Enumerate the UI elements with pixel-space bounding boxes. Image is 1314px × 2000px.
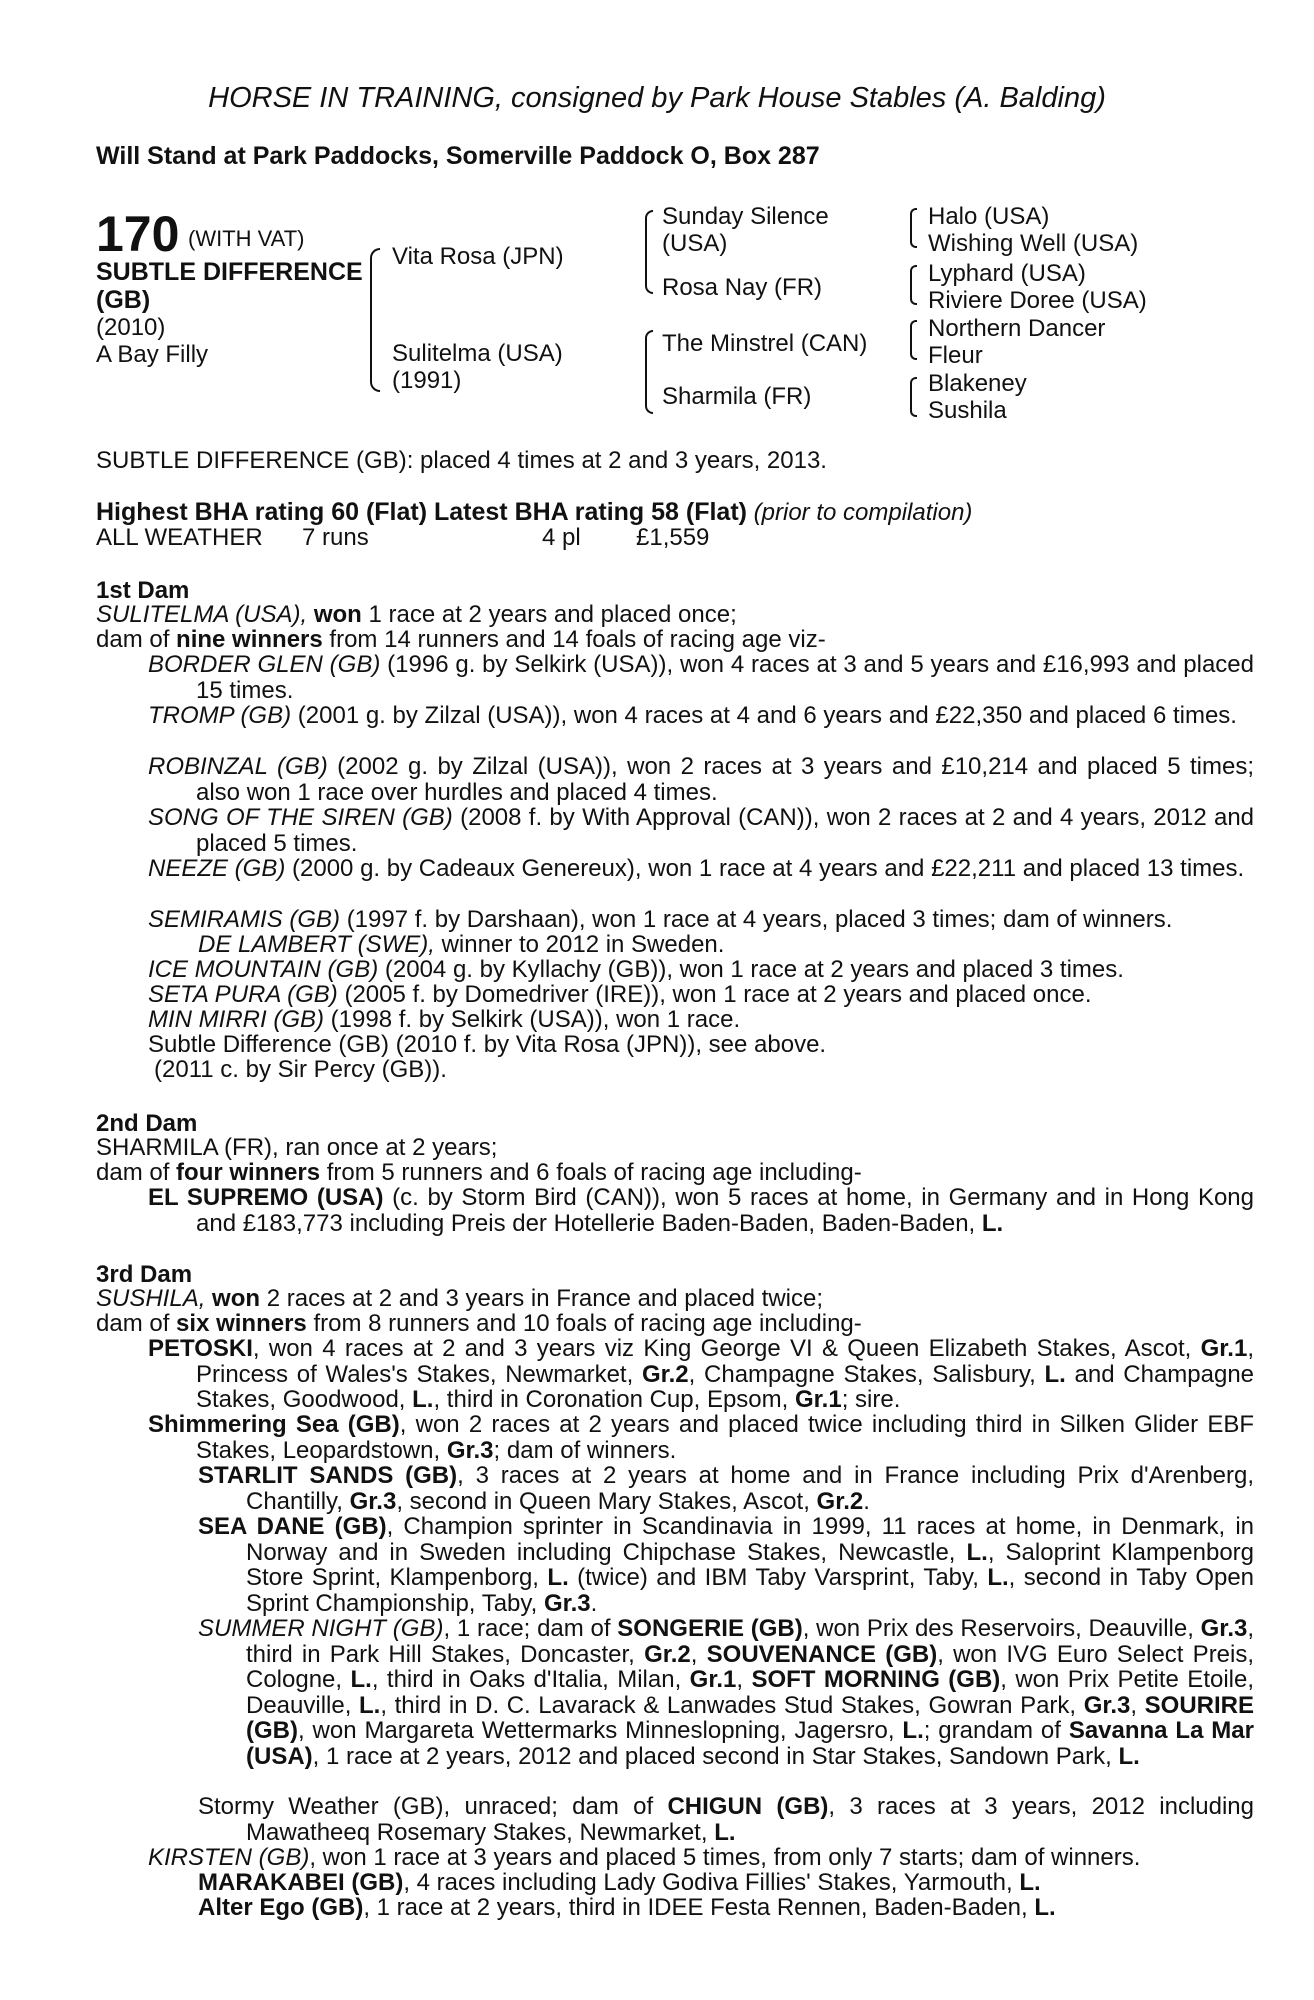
bha-rating	[96, 498, 972, 527]
winner-name: SOUVENANCE (GB)	[706, 1640, 938, 1668]
record-runs: 7 runs	[302, 524, 369, 551]
grand-progeny-details: , second in Taby Open Sprint Championship, Taby,	[246, 1564, 1255, 1617]
grand-progeny-details: , 3 races at 3 years, 2012 including Mawatheeq Rosemary Stakes, Newmarket,	[246, 1793, 1255, 1846]
progeny-details: , won 2 races at 2 years and placed twice including third in Silken Glider EBF Stakes, Leopardstown,	[196, 1411, 1254, 1464]
first-dam-line2-pre: dam of	[96, 626, 170, 653]
record-earnings: £1,559	[636, 524, 710, 551]
grade-label: Gr.3	[349, 1487, 397, 1515]
progeny-details: ; sire.	[841, 1386, 901, 1413]
progeny-details: (2001 g. by Zilzal (USA)), won 4 races at 4 and 6 years and £22,350 and placed 6 times.	[297, 702, 1237, 729]
pedigree-g2: Wishing Well (USA)	[928, 230, 1139, 257]
winner-name: SONGERIE (GB)	[617, 1615, 803, 1642]
grand-progeny-details: , third in Park Hill Stakes, Doncaster,	[246, 1615, 1255, 1668]
progeny-details: (1998 f. by Selkirk (USA)), won 1 race.	[330, 1006, 741, 1033]
grand-progeny-details: , won IVG Euro Select Preis, Cologne,	[246, 1640, 1255, 1693]
progeny-details: , won 1 race at 3 years and placed 5 times, from only 7 starts; dam of winners.	[309, 1844, 1141, 1871]
progeny-details: (1997 f. by Darshaan), won 1 race at 4 years, placed 3 times; dam of winners.	[346, 906, 1173, 933]
winner-name: CHIGUN (GB)	[667, 1793, 829, 1820]
grand-progeny-details: , second in Queen Mary Stakes, Ascot,	[396, 1487, 810, 1515]
record-placed: 4 pl	[542, 524, 581, 551]
progeny-item	[148, 1845, 1206, 1871]
grade-label: L.	[902, 1717, 924, 1744]
grand-progeny-details: (twice) and IBM Taby Varsprint, Taby,	[577, 1564, 979, 1591]
progeny-name: BORDER GLEN (GB)	[148, 651, 381, 678]
progeny-name: PETOSKI	[148, 1335, 253, 1362]
pedigree-dam-dam: Sharmila (FR)	[662, 383, 812, 410]
progeny-details: (2002 g. by Zilzal (USA)), won 2 races at 3 years and £10,214 and placed 5 times; also won 1 race over hurdles and placed 4 times.	[196, 753, 1255, 806]
grand-progeny-details: , third in Oaks d'Italia, Milan,	[371, 1666, 682, 1693]
progeny-details: , Champagne Stakes, Salisbury,	[688, 1360, 1036, 1388]
grade-label: L.	[987, 1564, 1009, 1591]
progeny-name: ROBINZAL (GB)	[148, 753, 328, 780]
grand-progeny-details: winner to 2012 in Sweden.	[441, 931, 725, 958]
grand-progeny-details: , 1 race; dam of	[443, 1615, 611, 1642]
progeny-item	[148, 1336, 1254, 1413]
record-surface: ALL WEATHER	[96, 524, 263, 551]
first-dam-line1-text: 1 race at 2 years and placed once;	[368, 601, 737, 628]
grand-progeny-details: , 4 races including Lady Godiva Fillies' Stakes, Yarmouth,	[403, 1869, 1013, 1896]
grade-label: Gr.1	[689, 1666, 737, 1693]
grand-progeny-details: , 3 races at 2 years at home and in France including Prix d'Arenberg, Chantilly,	[246, 1462, 1254, 1515]
progeny-details: (2008 f. by With Approval (CAN)), won 2 races at 2 and 4 years, 2012 and placed 5 times.	[196, 804, 1255, 857]
second-dam-line2	[96, 1160, 1206, 1186]
stand-location: Will Stand at Park Paddocks, Somerville Paddock O, Box 287	[96, 142, 820, 170]
grand-progeny-details: , won Prix des Reservoirs, Deauville,	[802, 1615, 1194, 1642]
progeny-details: (c. by Storm Bird (CAN)), won 5 races at home, in Germany and in Hong Kong and £183,773 including Preis der Hotellerie Baden-Baden, Baden-Baden,	[196, 1184, 1254, 1237]
pedigree-sire: Vita Rosa (JPN)	[392, 243, 564, 270]
grand-progeny-details: , third in D. C. Lavarack & Lanwades Stud Stakes, Gowran Park,	[380, 1691, 1077, 1719]
third-dam-line1-text: 2 races at 2 and 3 years in France and placed twice;	[266, 1285, 824, 1312]
progeny-details: , Princess of Wales's Stakes, Newmarket,	[196, 1335, 1254, 1388]
horse-description: A Bay Filly	[96, 341, 209, 368]
third-dam-line2-text: from 8 runners and 10 foals of racing age including-	[313, 1310, 862, 1337]
progeny-item	[148, 1412, 1254, 1463]
progeny-name: TROMP (GB)	[148, 702, 292, 729]
brace-main	[370, 248, 380, 392]
brace-g4	[910, 377, 917, 417]
grand-progeny-details: , 1 race at 2 years, third in IDEE Festa Rennen, Baden-Baden,	[363, 1894, 1028, 1921]
progeny-name: Shimmering Sea (GB)	[148, 1411, 400, 1438]
grand-progeny-item	[198, 1616, 1254, 1769]
grand-progeny-details: Stormy Weather (GB), unraced; dam of	[198, 1793, 654, 1820]
second-dam-line2-text: from 5 runners and 6 foals of racing age including-	[326, 1159, 862, 1186]
pedigree-g1: Halo (USA)	[928, 203, 1050, 230]
first-dam-line1	[96, 602, 1206, 628]
grand-progeny-item	[198, 932, 1206, 958]
progeny-name: SONG OF THE SIREN (GB)	[148, 804, 453, 831]
pedigree-g5: Northern Dancer	[928, 315, 1106, 342]
grand-progeny-details: , Champion sprinter in Scandinavia in 1999, 11 races at home, in Denmark, in Norway and in Sweden including Chipchase Stakes, Newcastle,	[246, 1513, 1254, 1566]
grand-progeny-item	[198, 1794, 1254, 1845]
third-dam-line1	[96, 1286, 1206, 1312]
grade-label: L.	[1034, 1894, 1056, 1921]
grade-label: Gr.2	[816, 1487, 864, 1515]
progeny-details: and Champagne Stakes, Goodwood,	[196, 1360, 1255, 1413]
grade-label: L.	[1044, 1360, 1066, 1388]
pedigree-g4: Riviere Doree (USA)	[928, 287, 1147, 314]
pedigree-g6: Fleur	[928, 342, 983, 369]
first-dam-name: SULITELMA (USA),	[96, 601, 308, 628]
grand-progeny-item	[198, 1895, 1206, 1921]
grand-progeny-details: , won Margareta Wettermarks Minneslopning, Jagersro,	[297, 1717, 895, 1744]
first-dam-line2	[96, 627, 1206, 653]
grand-progeny-item	[198, 1514, 1254, 1616]
grade-label: Gr.2	[641, 1360, 689, 1388]
progeny-item	[148, 982, 1206, 1008]
progeny-name: SETA PURA (GB)	[148, 981, 338, 1008]
brace-g3	[910, 320, 917, 360]
progeny-item	[148, 754, 1254, 805]
grade-label: Gr.3	[446, 1436, 494, 1464]
progeny-item	[148, 652, 1254, 703]
bha-rating-values: Highest BHA rating 60 (Flat) Latest BHA rating 58 (Flat)	[96, 498, 747, 526]
grand-progeny-details: , won Prix Petite Etoile, Deauville,	[246, 1666, 1255, 1719]
progeny-details: , won 4 races at 2 and 3 years viz King George VI & Queen Elizabeth Stakes, Ascot,	[252, 1335, 1192, 1362]
progeny-name: NEEZE (GB)	[148, 855, 286, 882]
progeny-name: MIN MIRRI (GB)	[148, 1006, 324, 1033]
grand-progeny-details: .	[590, 1589, 598, 1617]
grand-progeny-name: SEA DANE (GB)	[198, 1513, 387, 1540]
progeny-item	[148, 703, 1254, 729]
winner-name: SOFT MORNING (GB)	[751, 1666, 1001, 1693]
grand-progeny-name: SUMMER NIGHT (GB)	[198, 1615, 444, 1642]
progeny-details: (2000 g. by Cadeaux Genereux), won 1 race at 4 years and £22,211 and placed 13 times.	[292, 855, 1245, 882]
horse-year: (2010)	[96, 314, 166, 341]
brace-g1	[910, 208, 917, 248]
pedigree-sire-sire-line2: (USA)	[662, 230, 728, 257]
progeny-item	[148, 1185, 1254, 1236]
third-dam-heading: 3rd Dam	[96, 1261, 193, 1288]
grade-label: Gr.3	[1200, 1615, 1248, 1642]
third-dam-line2-pre: dam of	[96, 1310, 170, 1337]
bha-rating-note: (prior to compilation)	[753, 499, 973, 526]
grand-progeny-name: Alter Ego (GB)	[198, 1894, 364, 1921]
progeny-details: (2004 g. by Kyllachy (GB)), won 1 race at 2 years and placed 3 times.	[384, 956, 1124, 983]
grand-progeny-details: .	[863, 1487, 870, 1515]
horse-name: SUBTLE DIFFERENCE (GB)	[96, 258, 363, 314]
progeny-item	[148, 957, 1206, 983]
vat-note: (WITH VAT)	[188, 226, 305, 251]
pedigree-sire-dam: Rosa Nay (FR)	[662, 274, 823, 301]
progeny-details: ; dam of winners.	[493, 1436, 677, 1464]
progeny-name: EL SUPREMO (USA)	[148, 1184, 384, 1211]
third-dam-won: won	[212, 1285, 261, 1312]
subject-horse-entry: Subtle Difference (GB) (2010 f. by Vita Rosa (JPN)), see above.	[148, 1031, 827, 1058]
grade-label: L.	[966, 1538, 988, 1566]
grade-label: L.	[547, 1564, 569, 1591]
race-summary: SUBTLE DIFFERENCE (GB): placed 4 times at 2 and 3 years, 2013.	[96, 447, 827, 474]
brace-sire	[645, 210, 653, 294]
pedigree-dam-year: (1991)	[392, 367, 462, 394]
pedigree-dam: Sulitelma (USA)	[392, 340, 563, 367]
progeny-name: ICE MOUNTAIN (GB)	[148, 956, 379, 983]
grand-progeny-item	[198, 1463, 1254, 1514]
second-dam-line2-pre: dam of	[96, 1159, 170, 1186]
grade-label: L.	[1019, 1869, 1041, 1896]
pedigree-sire-sire-line1: Sunday Silence	[662, 203, 829, 230]
third-dam-name: SUSHILA,	[96, 1285, 206, 1312]
second-dam-winners: four winners	[176, 1159, 321, 1186]
grade-label: L.	[1118, 1742, 1140, 1770]
pedigree-g8: Sushila	[928, 397, 1007, 424]
grade-label: L.	[412, 1386, 434, 1413]
first-dam-winners: nine winners	[176, 626, 323, 653]
unnamed-colt-entry: (2011 c. by Sir Percy (GB)).	[154, 1056, 447, 1083]
progeny-item	[148, 805, 1254, 856]
progeny-item	[148, 856, 1254, 882]
grade-label: L.	[981, 1209, 1004, 1237]
pedigree-g3: Lyphard (USA)	[928, 260, 1086, 287]
first-dam-heading: 1st Dam	[96, 577, 190, 604]
catalogue-title: HORSE IN TRAINING, consigned by Park House Stables (A. Balding)	[208, 82, 1106, 114]
brace-g2	[910, 265, 917, 305]
grand-progeny-name: MARAKABEI (GB)	[198, 1869, 404, 1896]
progeny-details: (1996 g. by Selkirk (USA)), won 4 races at 3 and 5 years and £16,993 and placed 15 times.	[196, 651, 1255, 704]
grade-label: Gr.3	[543, 1589, 591, 1617]
progeny-item	[148, 907, 1206, 933]
grand-progeny-name: STARLIT SANDS (GB)	[198, 1462, 458, 1489]
pedigree-g7: Blakeney	[928, 370, 1027, 397]
winner-name: SOURIRE (GB)	[246, 1691, 1255, 1744]
grand-progeny-details: ,	[690, 1640, 698, 1668]
winner-name: Savanna La Mar (USA)	[246, 1717, 1254, 1770]
first-dam-won: won	[313, 601, 362, 628]
grand-progeny-item	[198, 1870, 1206, 1896]
grade-label: L.	[714, 1818, 736, 1846]
grand-progeny-details: ; grandam of	[923, 1717, 1061, 1744]
progeny-details: (2005 f. by Domedriver (IRE)), won 1 race at 2 years and placed once.	[344, 981, 1092, 1008]
grand-progeny-details: ,	[736, 1666, 744, 1693]
grade-label: L.	[358, 1691, 381, 1719]
grand-progeny-details: , 1 race at 2 years, 2012 and placed second in Star Stakes, Sandown Park,	[312, 1742, 1112, 1770]
brace-dam	[645, 330, 653, 414]
first-dam-line2-text: from 14 runners and 14 foals of racing age viz-	[329, 626, 826, 653]
second-dam-line1: SHARMILA (FR), ran once at 2 years;	[96, 1134, 498, 1161]
grand-progeny-details: ,	[1130, 1691, 1138, 1719]
progeny-details: , third in Coronation Cup, Epsom,	[433, 1386, 789, 1413]
progeny-item	[148, 1007, 1206, 1033]
grade-label: Gr.3	[1083, 1691, 1131, 1719]
progeny-name: SEMIRAMIS (GB)	[148, 906, 341, 933]
grand-progeny-name: DE LAMBERT (SWE),	[198, 931, 435, 958]
grade-label: Gr.2	[644, 1640, 691, 1668]
second-dam-heading: 2nd Dam	[96, 1110, 198, 1137]
grade-label: Gr.1	[794, 1386, 842, 1413]
grand-progeny-details: , Saloprint Klampenborg Store Sprint, Klampenborg,	[246, 1538, 1255, 1591]
grade-label: L.	[350, 1666, 372, 1693]
lot-number: 170	[96, 206, 180, 262]
third-dam-winners: six winners	[176, 1310, 307, 1337]
third-dam-line2	[96, 1311, 1206, 1337]
grade-label: Gr.1	[1200, 1335, 1248, 1362]
progeny-name: KIRSTEN (GB)	[148, 1844, 310, 1871]
pedigree-dam-sire: The Minstrel (CAN)	[662, 330, 868, 357]
